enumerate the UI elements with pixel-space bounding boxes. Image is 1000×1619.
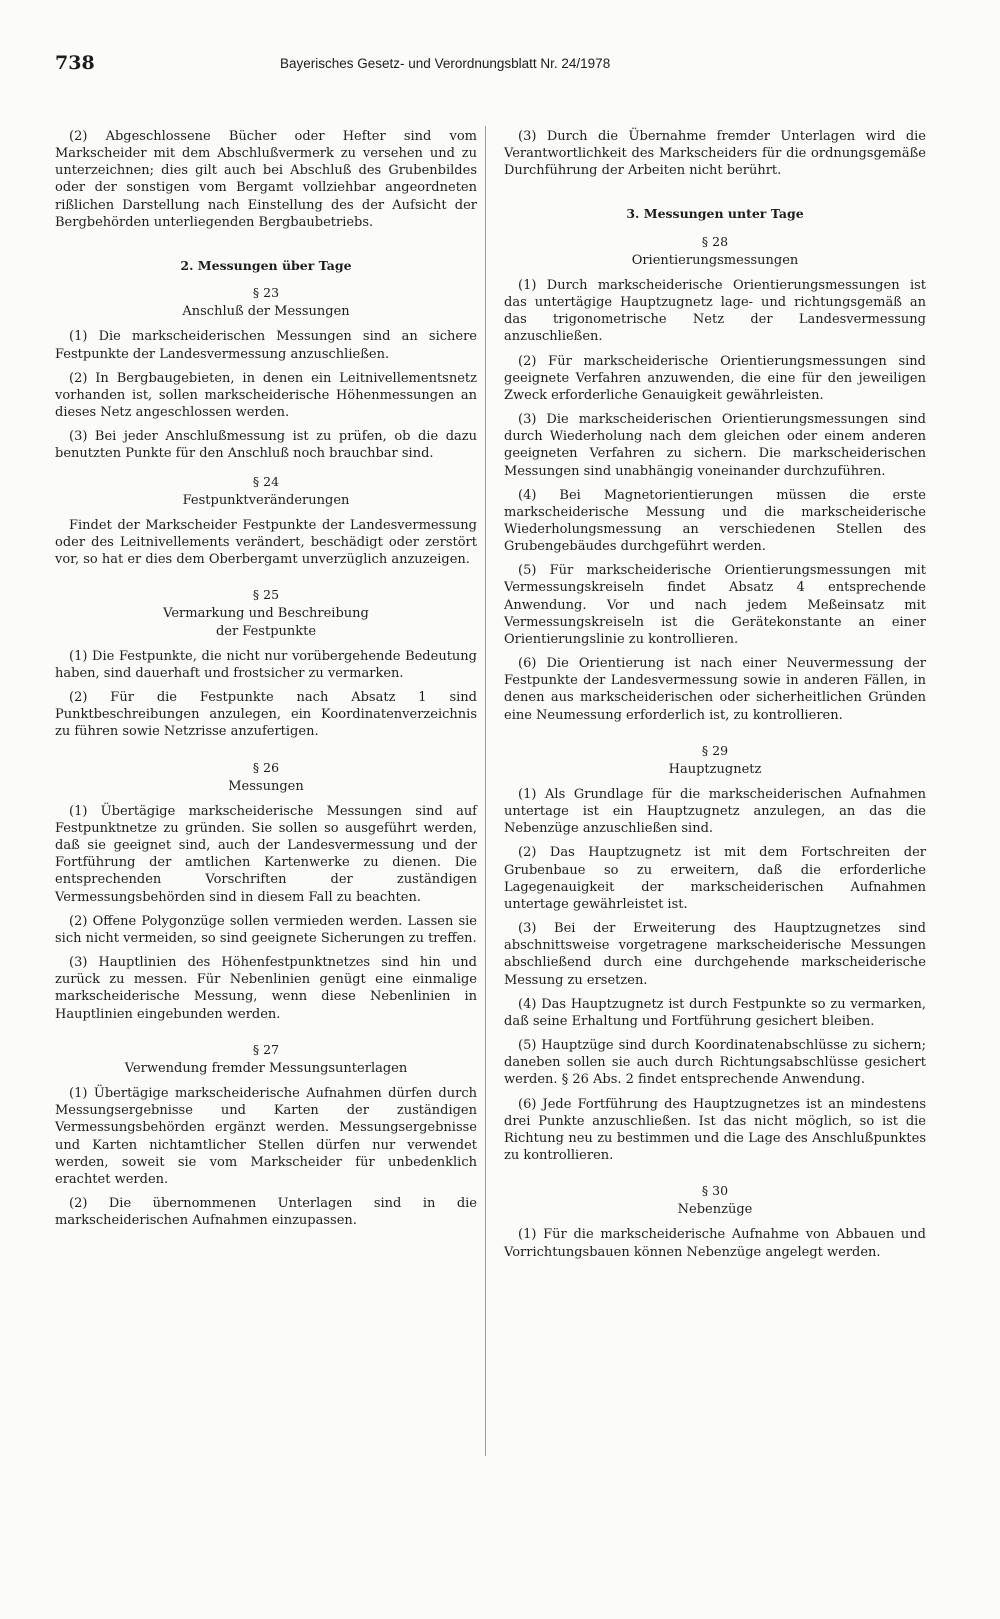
column-divider	[485, 126, 486, 1456]
section-number: § 30	[701, 1183, 729, 1199]
paragraph: (6) Jede Fortführung des Hauptzugnetzes ist an mindestens drei Punkte anzuschließen. Ist das nicht möglich, so ist die Richtung neu zu bestimmen und die Lage des Anschlußpunktes zu kontrollieren.	[504, 1096, 926, 1163]
paragraph: (1) Die markscheiderischen Messungen sind an sichere Festpunkte der Landesvermessung anzuschließen.	[55, 329, 477, 362]
section-title: Verwendung fremder Messungsunterlagen	[124, 1060, 408, 1076]
page-header	[55, 52, 715, 78]
paragraph: (5) Für markscheiderische Orientierungsmessungen mit Vermessungskreiseln findet Absatz 4 entsprechende Anwendung. Vor und nach jedem Meßeinsatz mit Vermessungskreiseln ist die Gerätekonstante an einer Orientierungslinie zu kontrollieren.	[504, 563, 926, 647]
section-number: § 27	[252, 1041, 280, 1057]
paragraph: (4) Das Hauptzugnetz ist durch Festpunkte so zu vermarken, daß seine Erhaltung und Fortführung gesichert bleiben.	[504, 996, 926, 1029]
section-heading: 3. Messungen unter Tage	[626, 206, 804, 222]
paragraph: (1) Als Grundlage für die markscheiderischen Aufnahmen untertage ist ein Hauptzugnetz anzulegen, an das die Nebenzüge anzuschließen sind.	[504, 787, 926, 837]
section-number: § 26	[252, 759, 280, 775]
paragraph: (5) Hauptzüge sind durch Koordinatenabschlüsse zu sichern; daneben sollen sie auch durch Richtungsabschlüsse gesichert werden. § 26 Abs. 2 findet entsprechende Anwendung.	[504, 1038, 926, 1088]
section-number: § 23	[252, 285, 280, 301]
section-title-line: Vermarkung und Beschreibung	[163, 606, 369, 622]
paragraph: (1) Für die markscheiderische Aufnahme von Abbauen und Vorrichtungsbauen können Nebenzüge angelegt werden.	[504, 1227, 926, 1260]
paragraph: (2) Für die Festpunkte nach Absatz 1 sind Punktbeschreibungen anzulegen, ein Koordinatenverzeichnis zu führen sowie Netzrisse anzufertigen.	[55, 690, 477, 740]
section-title-line: der Festpunkte	[215, 623, 317, 639]
paragraph: (3) Bei der Erweiterung des Hauptzugnetzes sind abschnittsweise vorgetragene markscheiderische Messungen abschließend durch eine durchgehende markscheiderische Messung zu ersetzen.	[504, 921, 926, 988]
paragraph: (3) Die markscheiderischen Orientierungsmessungen sind durch Wiederholung nach dem gleichen oder einem anderen geeigneten Verfahren zu sichern. Die markscheiderischen Messungen sind unabhängig voneinander durchzuführen.	[504, 412, 926, 479]
section-heading: 2. Messungen über Tage	[180, 257, 352, 273]
section-number: § 25	[252, 587, 280, 603]
paragraph: (2) Das Hauptzugnetz ist mit dem Fortschreiten der Grubenbaue so zu erweitern, daß die erforderliche Lagegenauigkeit der markscheiderischen Aufnahmen untertage gewährleistet ist.	[504, 845, 926, 912]
paragraph: (2) In Bergbaugebieten, in denen ein Leitnivellementsnetz vorhanden ist, sollen markscheiderische Höhenmessungen an dieses Netz angeschlossen werden.	[55, 370, 477, 421]
right-column	[504, 128, 926, 1268]
section-title: Orientierungsmessungen	[631, 252, 799, 268]
left-column	[55, 128, 477, 1236]
paragraph: (3) Bei jeder Anschlußmessung ist zu prüfen, ob die dazu benutzten Punkte für den Anschluß noch brauchbar sind.	[55, 429, 477, 462]
page-number: 738	[55, 52, 95, 74]
paragraph: (3) Hauptlinien des Höhenfestpunktnetzes sind hin und zurück zu messen. Für Nebenlinien genügt eine einmalige markscheiderische Messung, wenn diese Nebenlinien in Hauptlinien eingebunden werden.	[55, 955, 477, 1022]
paragraph: (2) Für markscheiderische Orientierungsmessungen sind geeignete Verfahren anzuwenden, die eine für den jeweiligen Zweck erforderliche Genauigkeit gewährleisten.	[504, 353, 926, 403]
section-title: Anschluß der Messungen	[182, 304, 350, 320]
paragraph: (2) Abgeschlossene Bücher oder Hefter sind vom Markscheider mit dem Abschlußvermerk zu versehen und zu unterzeichnen; dies gilt auch bei Abschluß des Grubenbildes oder der sonstigen vom Bergamt vollziehbar angeordneten rißlichen Darstellung nach Einstellung des der Aufsicht der Bergbehörden unterliegenden Bergbaubetriebs.	[55, 129, 477, 230]
paragraph: (1) Die Festpunkte, die nicht nur vorübergehende Bedeutung haben, sind dauerhaft und frostsicher zu vermarken.	[55, 648, 477, 681]
section-title: Nebenzüge	[677, 1202, 753, 1218]
section-title: Hauptzugnetz	[668, 761, 762, 777]
paragraph: Findet der Markscheider Festpunkte der Landesvermessung oder des Leitnivellements verändert, beschädigt oder zerstört vor, so hat er dies dem Oberbergamt unverzüglich anzuzeigen.	[55, 517, 477, 568]
section-number: § 28	[701, 233, 729, 249]
section-number: § 24	[252, 473, 280, 489]
paragraph: (1) Übertägige markscheiderische Messungen sind auf Festpunktnetze zu gründen. Sie sollen so ausgeführt werden, daß sie geeignet sind, auch der Landesvermessung und der Fortführung der amtlichen Kartenwerke zu dienen. Die entsprechenden Vorschriften der zuständigen Vermessungsbehörden sind in diesem Fall zu beachten.	[55, 803, 477, 905]
paragraph: (1) Übertägige markscheiderische Aufnahmen dürfen durch Messungsergebnisse und Karten der zuständigen Vermessungsbehörden ergänzt werden. Messungsergebnisse und Karten nichtamtlicher Stellen dürfen nur verwendet werden, soweit sie vom Markscheider für unbedenklich erachtet werden.	[55, 1086, 477, 1187]
paragraph: (2) Die übernommenen Unterlagen sind in die markscheiderischen Aufnahmen einzupassen.	[55, 1195, 477, 1229]
paragraph: (3) Durch die Übernahme fremder Unterlagen wird die Verantwortlichkeit des Markscheiders für die ordnungsgemäße Durchführung der Arbeiten nicht berührt.	[504, 129, 926, 179]
paragraph: (6) Die Orientierung ist nach einer Neuvermessung der Festpunkte der Landesvermessung sowie in anderen Fällen, in denen aus markscheiderischen oder sicherheitlichen Gründen eine Neumessung erforderlich ist, zu kontrollieren.	[504, 656, 926, 723]
paragraph: (1) Durch markscheiderische Orientierungsmessungen ist das untertägige Hauptzugnetz lage- und richtungsgemäß an das trigonometrische Netz der Landesvermessung anzuschließen.	[504, 277, 926, 345]
paragraph: (4) Bei Magnetorientierungen müssen die erste markscheiderische Messung und die markscheiderische Wiederholungsmessung an verschiedenen Stellen des Grubengebäudes durchgeführt werden.	[504, 487, 926, 555]
page-header-title: Bayerisches Gesetz- und Verordnungsblatt Nr. 24/1978	[280, 56, 611, 71]
section-number: § 29	[701, 742, 729, 758]
section-title	[55, 605, 477, 639]
paragraph: (2) Offene Polygonzüge sollen vermieden werden. Lassen sie sich nicht vermeiden, so sind geeignete Sicherungen zu treffen.	[55, 913, 477, 946]
section-title: Messungen	[228, 778, 304, 794]
section-title: Festpunktveränderungen	[182, 492, 350, 508]
